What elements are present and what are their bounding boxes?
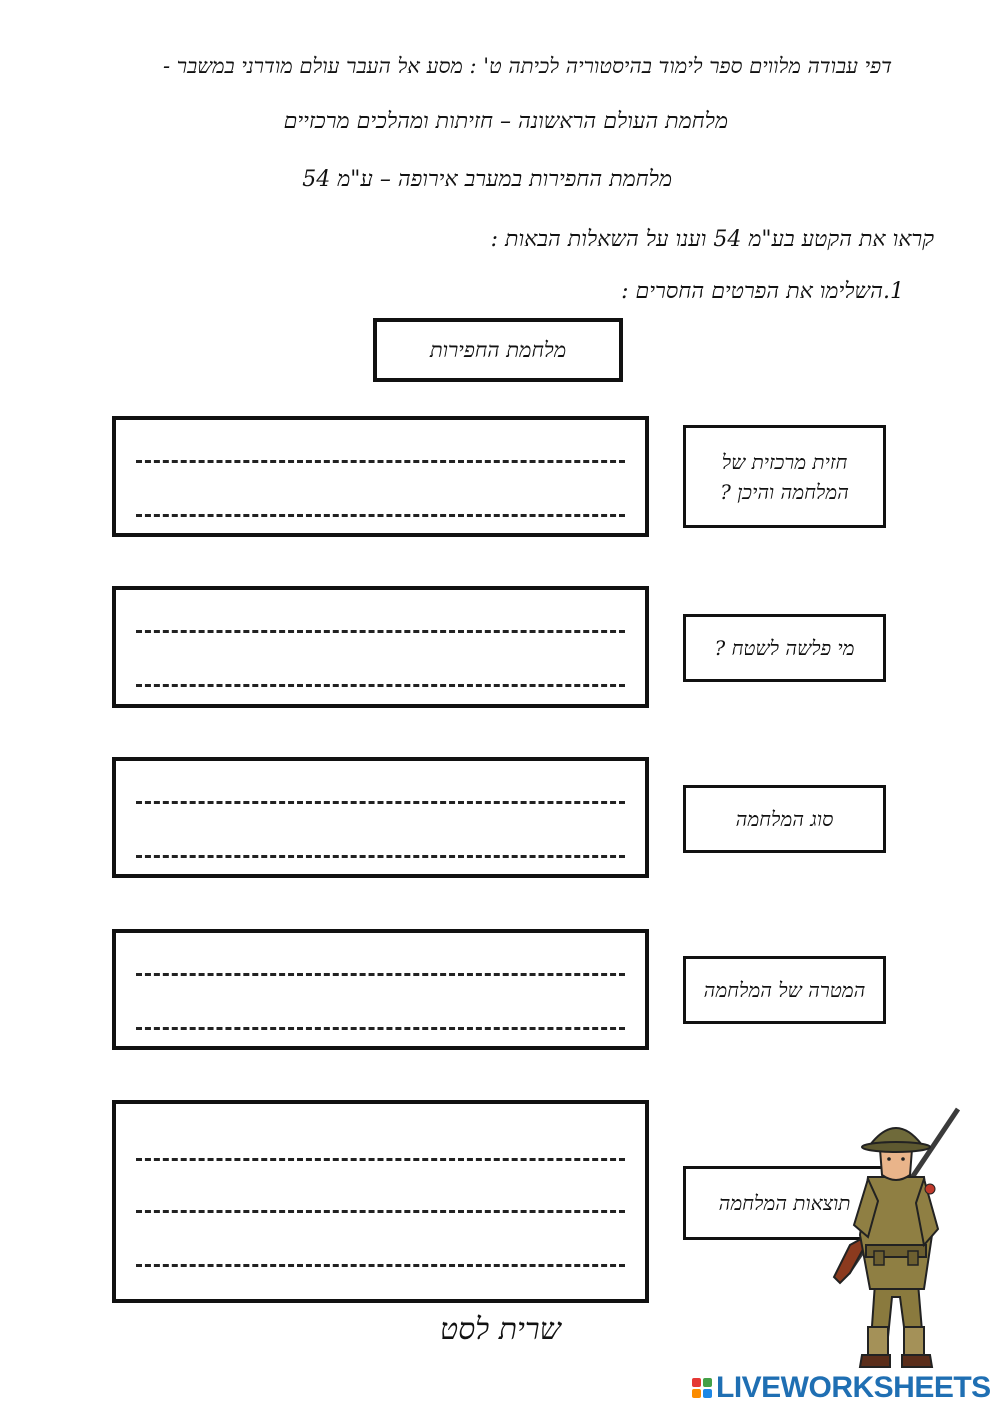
label-goal: המטרה של המלחמה <box>703 978 866 1002</box>
label-box-front <box>683 425 886 528</box>
answer-line[interactable] <box>136 1264 625 1267</box>
answer-line[interactable] <box>136 1158 625 1161</box>
brand-name: LIVEWORKSHEETS <box>716 1371 991 1404</box>
answer-line[interactable] <box>136 1027 625 1030</box>
answer-box-invader[interactable] <box>112 586 649 708</box>
label-front: חזית מרכזית של המלחמה והיכן ? <box>720 449 849 504</box>
answer-box-goal[interactable] <box>112 929 649 1050</box>
answer-line[interactable] <box>136 630 625 633</box>
answer-line[interactable] <box>136 1210 625 1213</box>
author-signature: שרית לסט <box>440 1312 561 1347</box>
answer-line[interactable] <box>136 855 625 858</box>
answer-line[interactable] <box>136 460 625 463</box>
answer-line[interactable] <box>136 514 625 517</box>
answer-line[interactable] <box>136 801 625 804</box>
label-results: תוצאות המלחמה <box>718 1191 851 1215</box>
liveworksheets-logo-icon <box>692 1378 712 1398</box>
header-line-2: מלחמת העולם הראשונה – חזיתות ומהלכים מרכזיים <box>283 109 728 134</box>
header-line-1: דפי עבודה מלווים ספר לימוד בהיסטוריה לכיתה ט' : מסע אל העבר עולם מודרני במשבר - <box>163 54 892 78</box>
header-line-3: מלחמת החפירות במערב אירופה – ע"מ 54 <box>302 167 672 192</box>
diagram-title: מלחמת החפירות <box>429 337 567 362</box>
label-war-type: סוג המלחמה <box>735 807 834 831</box>
answer-line[interactable] <box>136 973 625 976</box>
answer-box-results[interactable] <box>112 1100 649 1303</box>
diagram-title-box <box>373 318 623 382</box>
instruction-text: קראו את הקטע בע"מ 54 וענו על השאלות הבאות : <box>490 227 934 252</box>
task-heading: 1.השלימו את הפרטים החסרים : <box>621 279 904 304</box>
soldier-illustration <box>820 1105 970 1375</box>
label-box-war-type <box>683 785 886 853</box>
label-invader: מי פלשה לשטח ? <box>714 636 855 660</box>
answer-box-war-type[interactable] <box>112 757 649 878</box>
label-box-invader <box>683 614 886 682</box>
liveworksheets-brand[interactable] <box>692 1373 991 1403</box>
answer-line[interactable] <box>136 684 625 687</box>
answer-box-front[interactable] <box>112 416 649 537</box>
label-box-goal <box>683 956 886 1024</box>
